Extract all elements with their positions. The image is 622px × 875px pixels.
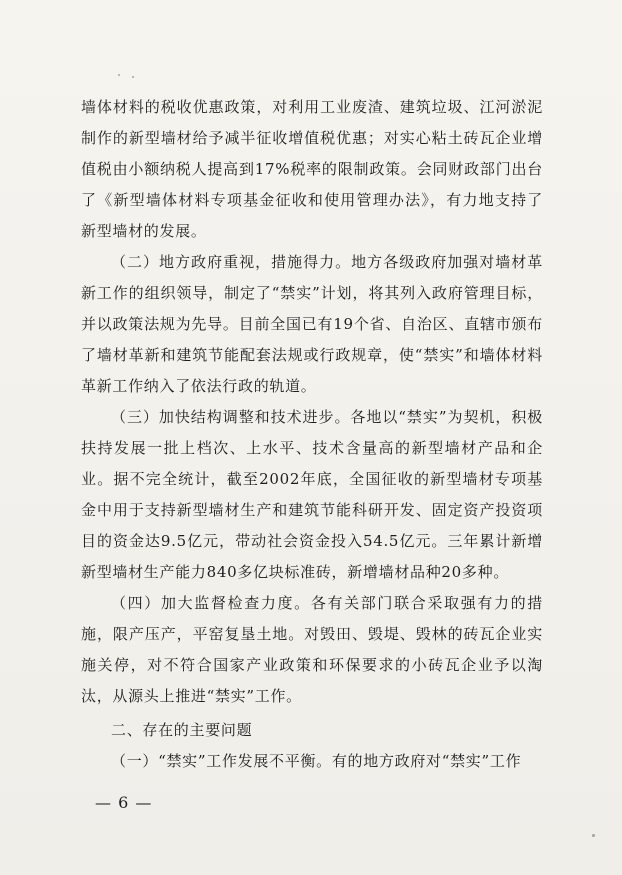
scan-speck <box>118 74 120 76</box>
paragraph-unbalanced-development: （一）“禁实”工作发展不平衡。有的地方政府对“禁实”工作 <box>111 752 522 770</box>
page-number: — 6 — <box>95 793 153 812</box>
scan-speck <box>592 834 595 837</box>
paragraph-tax-policy: 墙体材料的税收优惠政策，对利用工业废渣、建筑垃圾、江河淤泥制作的新型墙材给予减半征收增值税优惠；对实心粘土砖瓦企业增值税由小额纳税人提高到17%税率的限制政策。会同财政部门出台了《新型墙体材料专项基金征收和使用管理办法》，有力地支持了新型墙材的发展。 <box>81 98 543 240</box>
section-heading-main-problems: 二、存在的主要问题 <box>111 721 253 739</box>
paragraph-local-government: （二）地方政府重视，措施得力。地方各级政府加强对墙材革新工作的组织领导，制定了“禁实”计划，将其列入政府管理目标，并以政策法规为先导。目前全国已有19个省、自治区、直辖市颁布了墙材革新和建筑节能配套法规或行政规章，使“禁实”和墙体材料革新工作纳入了依法行政的轨道。 <box>81 253 543 395</box>
paragraph-supervision: （四）加大监督检查力度。各有关部门联合采取强有力的措施，限产压产，平窑复垦土地。对毁田、毁堤、毁林的砖瓦企业实施关停，对不符合国家产业政策和环保要求的小砖瓦企业予以淘汰，从源头上推进“禁实”工作。 <box>81 594 543 705</box>
paragraph-structure-adjustment: （三）加快结构调整和技术进步。各地以“禁实”为契机，积极扶持发展一批上档次、上水平、技术含量高的新型墙材产品和企业。据不完全统计，截至2002年底，全国征收的新型墙材专项基金中用于支持新型墙材生产和建筑节能科研开发、固定资产投资项目的资金达9.5亿元，带动社会资金投入54.5亿元。三年累计新增新型墙材生产能力840多亿块标准砖，新增墙材品种20多种。 <box>81 408 543 581</box>
scan-speck <box>132 76 134 78</box>
document-body <box>81 92 543 777</box>
